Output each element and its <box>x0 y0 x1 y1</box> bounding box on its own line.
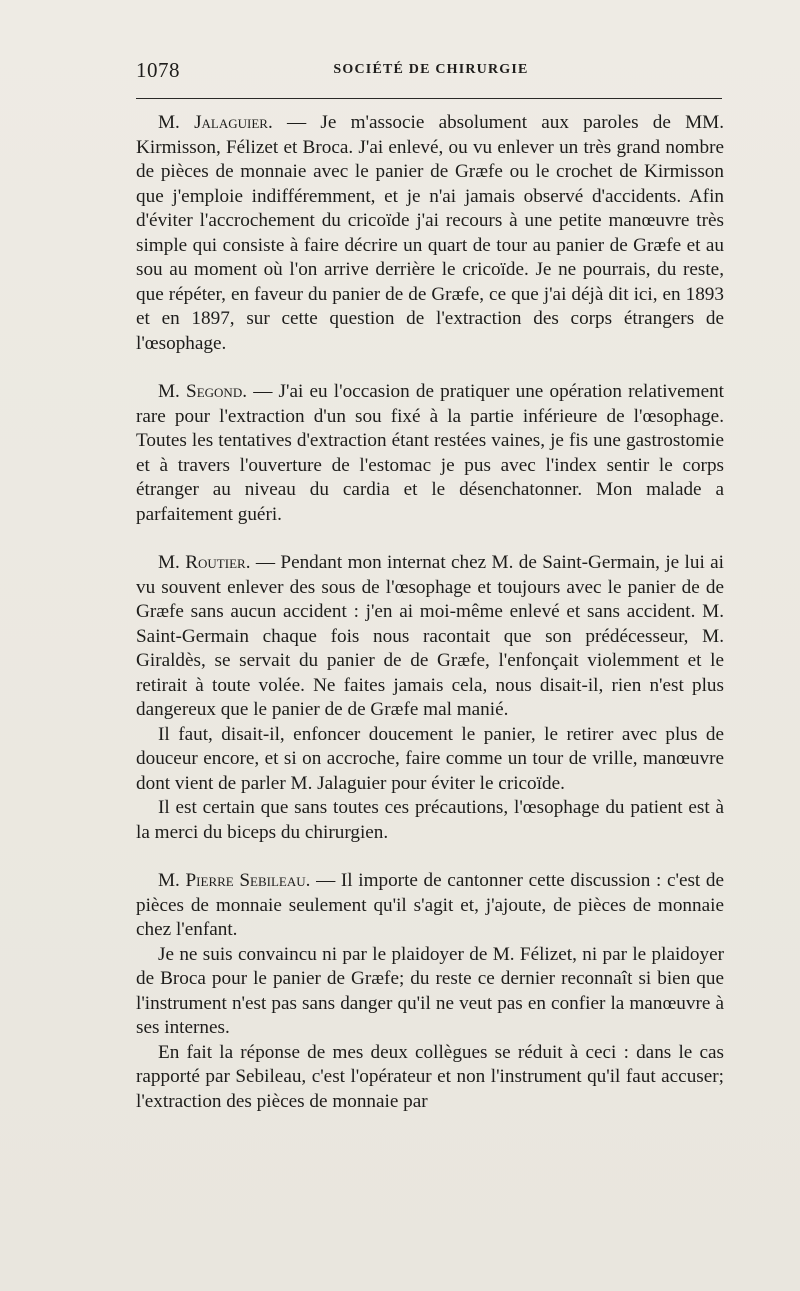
page-number: 1078 <box>136 58 180 82</box>
speaker-prefix: M. <box>158 870 186 891</box>
paragraph-text: . — Je m'associe absolument aux paroles de MM. Kirmisson, Félizet et Broca. J'ai enlevé, ou vu enlever un très grand nombre de pièces de monnaie avec le panier de Græfe ou le crochet de Kirmisson que j'emploie indifféremment, et je n'ai jamais observé d'accidents. Afin d'éviter l'accrochement du cricoïde j'ai recours à une petite manœuvre très simple qui consiste à faire décrire un quart de tour au panier de Græfe et au sou au moment où l'on arrive derrière le cricoïde. Je ne pourrais, du reste, que répéter, en faveur du panier de de Græfe, ce que j'ai déjà dit ici, en 1893 et en 1897, sur cette question de l'extraction des corps étrangers de l'œsophage. <box>136 112 725 354</box>
paragraph-text: . — Il importe de cantonner cette discussion : c'est de pièces de monnaie seulement qu'il s'agit et, j'ajoute, de pièces de monnaie chez l'enfant. <box>136 870 725 940</box>
header-rule <box>136 98 722 99</box>
paragraph-text: . — Pendant mon internat chez M. de Saint-Germain, je lui ai vu souvent enlever des sous de l'œsophage et toujours avec le panier de de Græfe sans aucun accident : j'en ai moi-même enlevé et sans accident. M. Saint-Germain chaque fois nous racontait que son prédécesseur, M. Giraldès, se servait du panier de de Græfe, l'enfonçait violemment et le retirait à toute volée. Ne faites jamais cela, nous disait-il, rien n'est plus dangereux que le panier de de Græfe mal manié. <box>136 552 724 720</box>
paragraph-routier <box>136 551 724 723</box>
speaker-name: Jalaguier <box>194 112 268 133</box>
paragraph-continuation: Je ne suis convaincu ni par le plaidoyer de M. Félizet, ni par le plaidoyer de Broca pour le panier de Græfe; du reste ce dernier reconnaît si bien que l'instrument n'est pas sans danger qu'il ne veut pas en confier la manœuvre à ses internes. <box>136 943 724 1038</box>
speaker-prefix: M. <box>158 381 187 402</box>
page-header <box>136 56 722 86</box>
paragraph-text: . — J'ai eu l'occasion de pratiquer une opération relativement rare pour l'extraction d'un sou fixé à la partie inférieure de l'œsophage. Toutes les tentatives d'extraction étant restées vaines, je fis une gastrostomie et à travers l'ouverture de l'estomac je pus avec l'index sentir le corps étranger au niveau du cardia et le désenchatonner. Mon malade a parfaitement guéri. <box>136 381 725 525</box>
paragraph-sebileau <box>136 869 724 943</box>
speaker-name: Pierre Sebileau <box>185 870 306 891</box>
paragraph-continuation: Il faut, disait-il, enfoncer doucement le panier, le retirer avec plus de douceur encore, et si on accroche, faire comme un tour de vrille, manœuvre dont vient de parler M. Jalaguier pour éviter le cricoïde. <box>136 723 724 794</box>
paragraph-jalaguier <box>136 111 724 356</box>
speaker-prefix: M. <box>158 112 195 133</box>
body-text <box>136 111 724 1114</box>
speaker-name: Segond <box>186 381 243 402</box>
paragraph-segond <box>136 380 724 527</box>
paragraph-continuation: En fait la réponse de mes deux collègues se réduit à ceci : dans le cas rapporté par Sebileau, c'est l'opérateur et non l'instrument qu'il faut accuser; l'extraction des pièces de monnaie par <box>136 1041 724 1112</box>
running-title: SOCIÉTÉ DE CHIRURGIE <box>333 62 529 77</box>
speaker-name: Routier <box>185 552 246 573</box>
speaker-prefix: M. <box>158 552 186 573</box>
paragraph-continuation: Il est certain que sans toutes ces précautions, l'œsophage du patient est à la merci du biceps du chirurgien. <box>136 797 724 843</box>
